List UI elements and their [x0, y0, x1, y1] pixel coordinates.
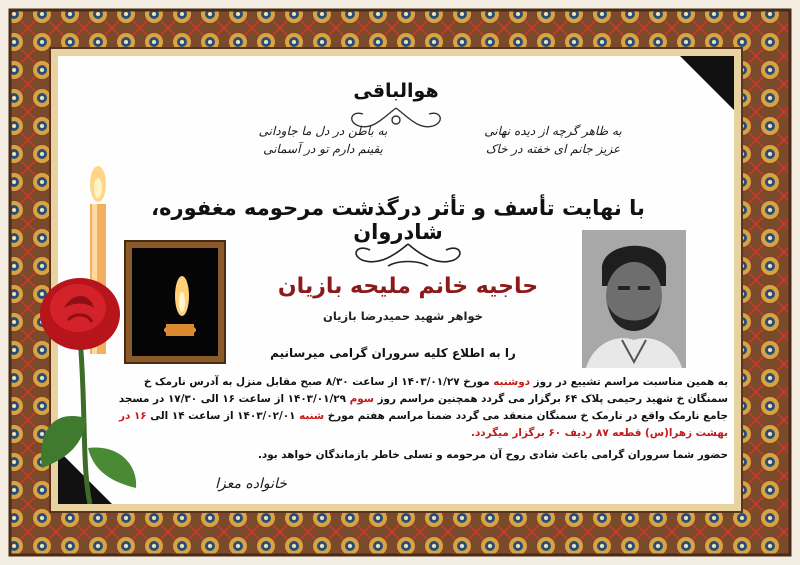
verse-right — [438, 122, 668, 158]
name-ornament — [328, 240, 488, 270]
verse-left-line-1: به باطن در دل ما جاودانی — [258, 124, 388, 138]
verse-right-line-1: به ظاهر گرچه از دیده نهانی — [484, 124, 622, 138]
candle-flame-photo — [132, 248, 218, 356]
verse-right-line-2: عزیز جانم ای خفته در خاک — [485, 142, 621, 156]
candle-photo-frame — [124, 240, 226, 364]
family-signature: خانواده معزا — [215, 476, 287, 492]
header-title: هوالباقی — [353, 80, 439, 102]
verse-left-line-2: یقینم دارم تو در آسمانی — [263, 142, 383, 156]
ceremony-text-3: ۱۴۰۳/۰۱/۲۹ از ساعت ۱۶ الی ۱۷/۳۰ در مسجد جامع نارمک واقع در نارمک خ سمنگان منعقد می گردد ضمنا مراسم هفتم مورخ — [118, 393, 728, 422]
ceremony-day-1: دوشنبه — [493, 376, 531, 388]
ceremony-text-2: مورخ ۱۴۰۳/۰۱/۲۷ از ساعت ۸/۳۰ صبح مقابل منزل به آدرس نارمک خ سمنگان خ شهید رحیمی پلاک ۶۴ برگزار می گردد همچنین مراسم روز — [143, 376, 728, 405]
content-area — [58, 56, 734, 504]
deceased-name: حاجیه خانم ملیحه بازیان — [277, 274, 539, 299]
ceremony-text-5: ۱۶ در بهشت زهرا(س) قطعه ۸۷ ردیف ۶۰ برگزار میگردد. — [119, 410, 728, 439]
ceremony-day-2: سوم — [349, 393, 374, 405]
closing-line: حضور شما سروران گرامی باعث شادی روح آن مرحومه و تسلی خاطر بازماندگان خواهد بود. — [257, 449, 728, 461]
inform-line: را به اطلاع کلیه سروران گرامی میرسانیم — [270, 346, 516, 360]
ceremony-text-1: به همین مناسبت مراسم تشییع در روز — [530, 376, 728, 388]
ceremony-text-4: ۱۴۰۳/۰۲/۰۱ از ساعت ۱۴ الی — [146, 410, 300, 422]
deceased-relation: خواهر شهید حمیدرضا بازیان — [323, 309, 483, 323]
verse-left — [208, 122, 438, 158]
headline: با نهایت تأسف و تأثر درگذشت مرحومه مغفوره، شادروان — [151, 196, 645, 244]
ceremony-details — [116, 374, 728, 442]
martyr-portrait-photo — [582, 230, 686, 368]
ceremony-day-3: شنبه — [299, 410, 325, 422]
